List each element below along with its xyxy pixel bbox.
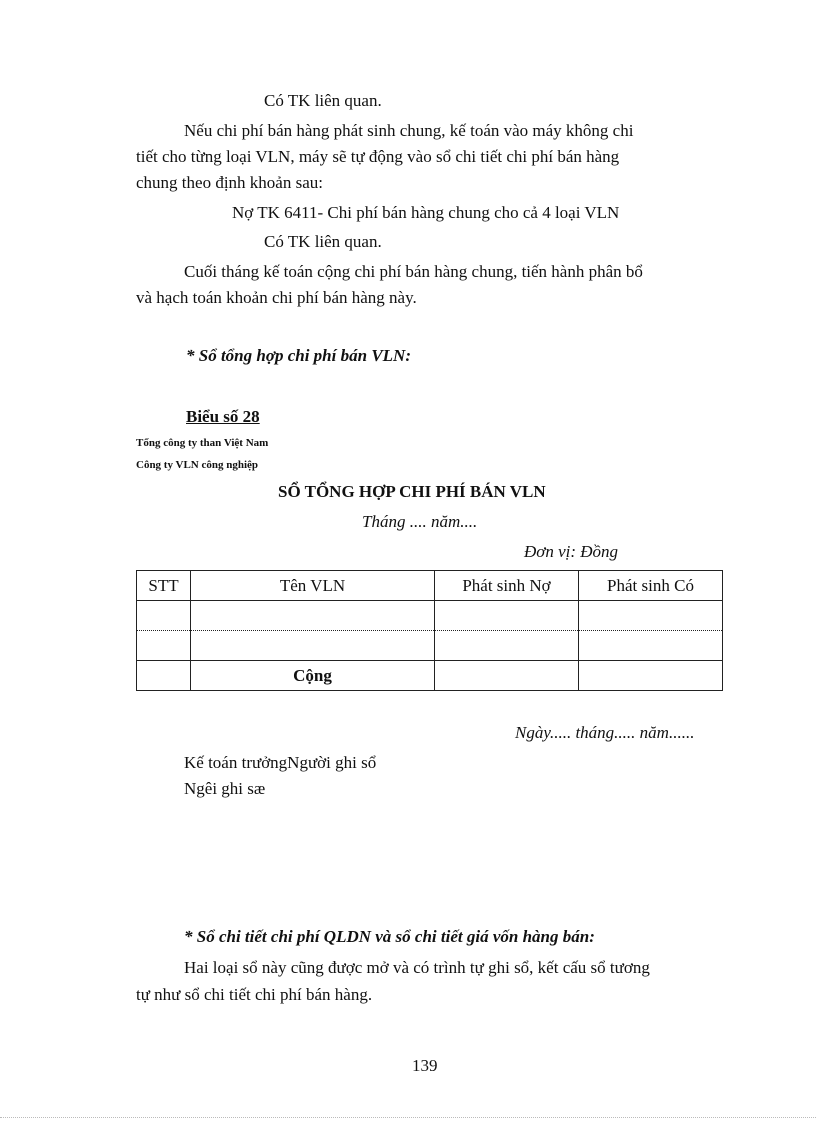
form-title: SỔ TỔNG HỢP CHI PHÍ BÁN VLN [278, 482, 546, 501]
signer-label: Kế toán trưởngNgười ghi sổ [184, 753, 377, 772]
table-cell [435, 631, 579, 661]
paragraph-text: Nếu chi phí bán hàng phát sinh chung, kế toán vào máy không chi [184, 121, 634, 140]
column-header: Phát sinh Nợ [435, 571, 579, 601]
paragraph-text: tiết cho từng loại VLN, máy sẽ tự động vào sổ chi tiết chi phí bán hàng [136, 147, 620, 166]
form-label: Biểu số 28 [186, 407, 260, 426]
ledger-table [136, 570, 723, 691]
table-row [137, 601, 723, 631]
paragraph-text: tự như sổ chi tiết chi phí bán hàng. [136, 985, 373, 1004]
paragraph-text: Hai loại sổ này cũng được mở và có trình tự ghi sổ, kết cấu sổ tương [184, 958, 650, 977]
paragraph-text: Cuối tháng kế toán cộng chi phí bán hàng chung, tiến hành phân bổ [184, 262, 643, 281]
paragraph-text: Có TK liên quan. [264, 91, 382, 110]
table-cell [579, 631, 723, 661]
organization-name: Tổng công ty than Việt Nam [136, 437, 269, 449]
signer-label: Ngêi ghi sæ [184, 779, 266, 798]
table-cell [137, 661, 191, 691]
section-heading: * Sổ tổng hợp chi phí bán VLN: [186, 346, 411, 365]
column-header: Phát sinh Có [579, 571, 723, 601]
table-cell [435, 661, 579, 691]
paragraph-text: và hạch toán khoản chi phí bán hàng này. [136, 288, 417, 307]
paragraph-text: chung theo định khoản sau: [136, 173, 323, 192]
table-cell [137, 631, 191, 661]
page-edge-divider [0, 1117, 816, 1118]
period-text: Tháng .... năm.... [362, 512, 478, 531]
page-number: 139 [412, 1056, 438, 1075]
column-header: Tên VLN [191, 571, 435, 601]
table-cell [191, 631, 435, 661]
table-cell [579, 661, 723, 691]
total-row [137, 661, 723, 691]
table-cell [435, 601, 579, 631]
total-label: Cộng [191, 661, 435, 691]
company-name: Công ty VLN công nghiệp [136, 459, 259, 471]
unit-text: Đơn vị: Đồng [524, 542, 619, 561]
date-line: Ngày..... tháng..... năm...... [515, 723, 695, 742]
table-header-row [137, 571, 723, 601]
table-cell [579, 601, 723, 631]
table-cell [191, 601, 435, 631]
paragraph-text: Nợ TK 6411- Chi phí bán hàng chung cho cả 4 loại VLN [232, 203, 620, 222]
table-row [137, 631, 723, 661]
column-header: STT [137, 571, 191, 601]
section-heading: * Sổ chi tiết chi phí QLDN và sổ chi tiết giá vốn hàng bán: [184, 927, 595, 946]
paragraph-text: Có TK liên quan. [264, 232, 382, 251]
table-cell [137, 601, 191, 631]
